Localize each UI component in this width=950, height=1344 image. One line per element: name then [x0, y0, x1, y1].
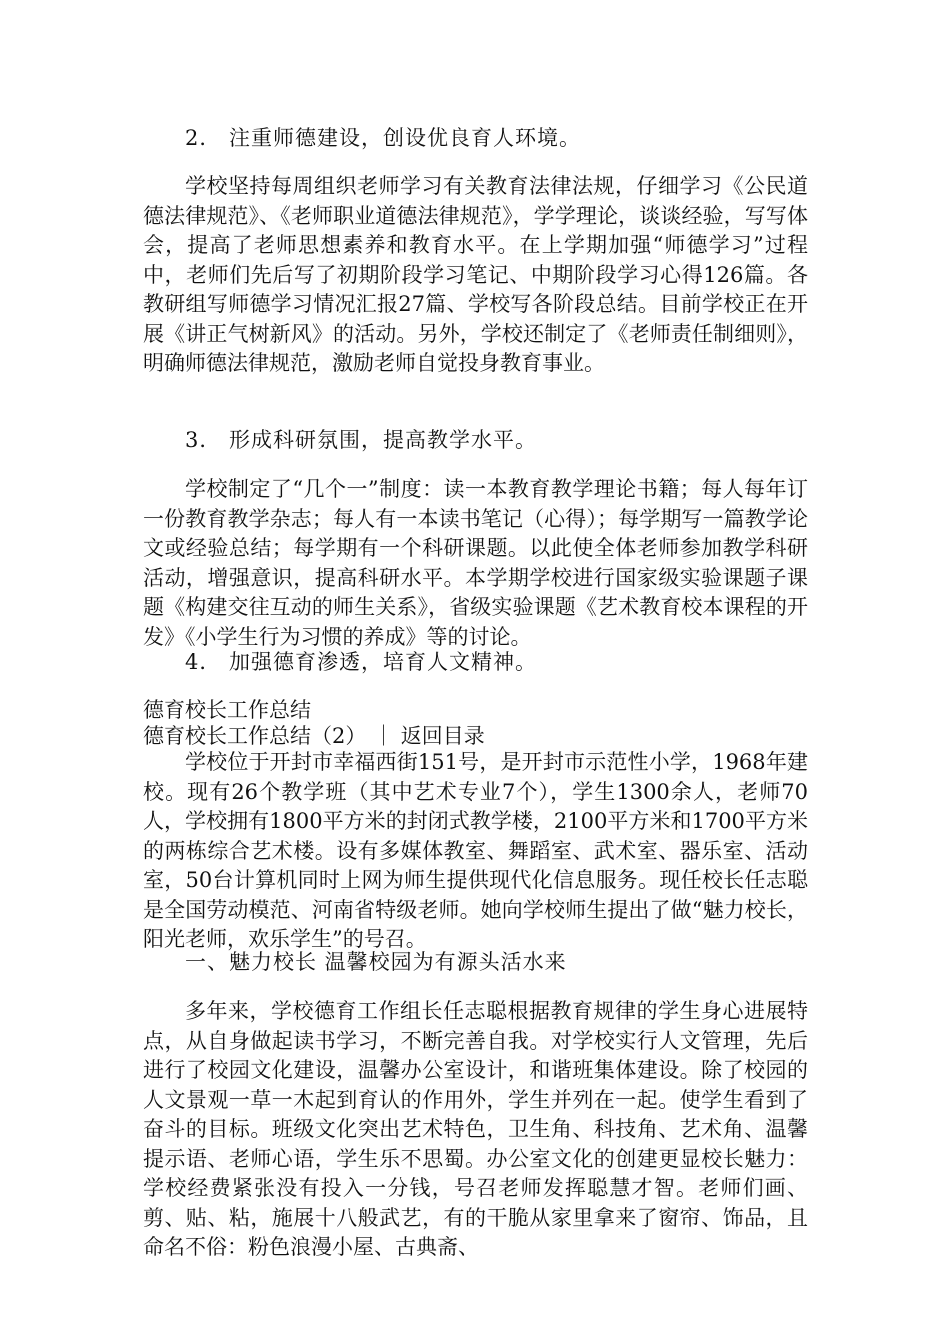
part-1-paragraph: 多年来，学校德育工作组长任志聪根据教育规律的学生身心进展特点，从自身做起读书学习，不断完善自我。对学校实行人文管理，先后进行了校园文化建设，温馨办公室设计，和谐班集体建设。除了校园的人文景观一草一木起到育认的作用外，学生并列在一起。使学生看到了奋斗的目标。班级文化突出艺术特色，卫生角、科技角、艺术角、温馨提示语、老师心语，学生乐不思蜀。办公室文化的创建更显校长魅力：学校经费紧张没有投入一分钱，号召老师发挥聪慧才智。老师们画、剪、贴、粘，施展十八般武艺，有的干脆从家里拿来了窗帘、饰品，且命名不俗：粉色浪漫小屋、古典斋、 — [143, 999, 808, 1259]
intro-paragraph: 学校位于开封市幸福西街151号，是开封市示范性小学，1968年建校。现有26个教学班（其中艺术专业7个），学生1300余人，老师70人，学校拥有1800平方米的封闭式教学楼，2100平方米和1700平方米的两栋综合艺术楼。设有多媒体教室、舞蹈室、武术室、器乐室、活动室，50台计算机同时上网为师生提供现代化信息服务。现任校长任志聪是全国劳动模范、河南省特级老师。她向学校师生提出了做“魅力校长，阳光老师，欢乐学生”的号召。 — [143, 750, 808, 951]
document-title: 德育校长工作总结 — [143, 698, 311, 722]
section-2-heading: 2． 注重师德建设，创设优良育人环境。 — [185, 126, 582, 150]
section-3-heading: 3． 形成科研氛围，提高教学水平。 — [185, 428, 538, 452]
section-4-heading: 4． 加强德育渗透，培育人文精神。 — [185, 650, 538, 674]
subtitle-with-toc-link[interactable]: 德育校长工作总结（2） ｜ 返回目录 — [143, 724, 485, 748]
section-3-paragraph: 学校制定了“几个一”制度：读一本教育教学理论书籍；每人每年订一份教育教学杂志；每人有一本读书笔记（心得）；每学期写一篇教学论文或经验总结；每学期有一个科研课题。以此使全体老师参加教学科研活动，增强意识，提高科研水平。本学期学校进行国家级实验课题子课题《构建交往互动的师生关系》，省级实验课题《艺术教育校本课程的开发》《小学生行为习惯的养成》等的讨论。 — [143, 477, 808, 649]
section-2-paragraph: 学校坚持每周组织老师学习有关教育法律法规，仔细学习《公民道德法律规范》、《老师职业道德法律规范》，学学理论，谈谈经验，写写体会，提高了老师思想素养和教育水平。在上学期加强“师德学习”过程中，老师们先后写了初期阶段学习笔记、中期阶段学习心得126篇。各教研组写师德学习情况汇报27篇、学校写各阶段总结。目前学校正在开展《讲正气树新风》的活动。另外，学校还制定了《老师责任制细则》，明确师德法律规范，激励老师自觉投身教育事业。 — [143, 174, 808, 375]
part-1-heading: 一、魅力校长 温馨校园为有源头活水来 — [185, 950, 567, 974]
